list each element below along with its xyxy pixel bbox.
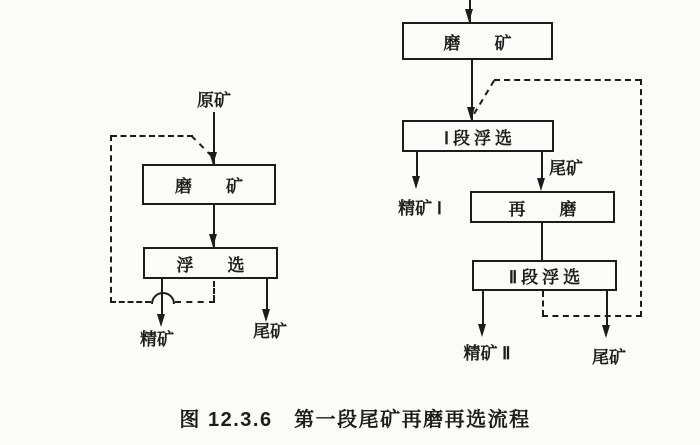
right-concentrate1-line bbox=[416, 152, 418, 177]
right-concentrate2-line bbox=[482, 291, 484, 325]
right-stage1-tailings-line bbox=[541, 152, 543, 179]
line-jump-arc bbox=[151, 292, 175, 304]
right-recycle-dash-top bbox=[494, 79, 641, 81]
right-grinding-box: 磨 矿 bbox=[402, 22, 553, 60]
left-flotation-box: 浮 选 bbox=[143, 247, 278, 279]
right-concentrate1-arrowhead-icon bbox=[412, 176, 420, 189]
left-tailings-arrowhead-icon bbox=[262, 309, 270, 322]
right-concentrate2-arrowhead-icon bbox=[478, 324, 486, 337]
left-recycle-dash-diagonal bbox=[191, 135, 213, 157]
left-recycle-dash-bottom-2 bbox=[175, 301, 215, 303]
right-stage1-tailings-arrowhead-icon bbox=[537, 178, 545, 191]
left-recycle-dash-bottom-1 bbox=[110, 301, 151, 303]
left-grind-to-flot-arrowhead-icon bbox=[209, 234, 217, 247]
right-concentrate1-label: 精矿 Ⅰ bbox=[398, 199, 442, 218]
left-raw-ore-label: 原矿 bbox=[197, 91, 231, 110]
right-feed-arrowhead-icon bbox=[465, 9, 473, 22]
left-recycle-dash-top bbox=[111, 135, 193, 137]
right-recycle-dash-stub bbox=[542, 291, 544, 316]
right-tailings-arrowhead-icon bbox=[602, 325, 610, 338]
right-tailings-label: 尾矿 bbox=[592, 348, 626, 367]
left-tailings-line bbox=[266, 279, 268, 310]
left-concentrate-line bbox=[161, 279, 163, 315]
right-tailings-line bbox=[606, 291, 608, 326]
right-regrind-box: 再 磨 bbox=[470, 191, 615, 223]
right-stage2-flotation-box: Ⅱ段浮选 bbox=[472, 260, 617, 291]
right-regrind-to-stage2-line bbox=[541, 223, 543, 260]
right-stage1-flotation-box: Ⅰ段浮选 bbox=[402, 120, 554, 152]
right-stage1-tailings-label: 尾矿 bbox=[549, 159, 583, 178]
right-recycle-dash-diagonal bbox=[473, 80, 495, 114]
figure-caption: 图 12.3.6 第一段尾矿再磨再选流程 bbox=[179, 409, 531, 431]
left-concentrate-arrowhead-icon bbox=[157, 314, 165, 327]
left-grinding-box: 磨 矿 bbox=[142, 164, 276, 205]
right-recycle-dash-bottom bbox=[542, 315, 642, 317]
right-concentrate2-label: 精矿 Ⅱ bbox=[463, 344, 511, 363]
left-recycle-dash-vertical bbox=[110, 135, 112, 303]
left-tailings-label: 尾矿 bbox=[253, 322, 287, 341]
left-recycle-dash-stub bbox=[213, 281, 215, 301]
right-recycle-dash-vertical bbox=[640, 79, 642, 317]
left-concentrate-label: 精矿 bbox=[140, 330, 174, 349]
